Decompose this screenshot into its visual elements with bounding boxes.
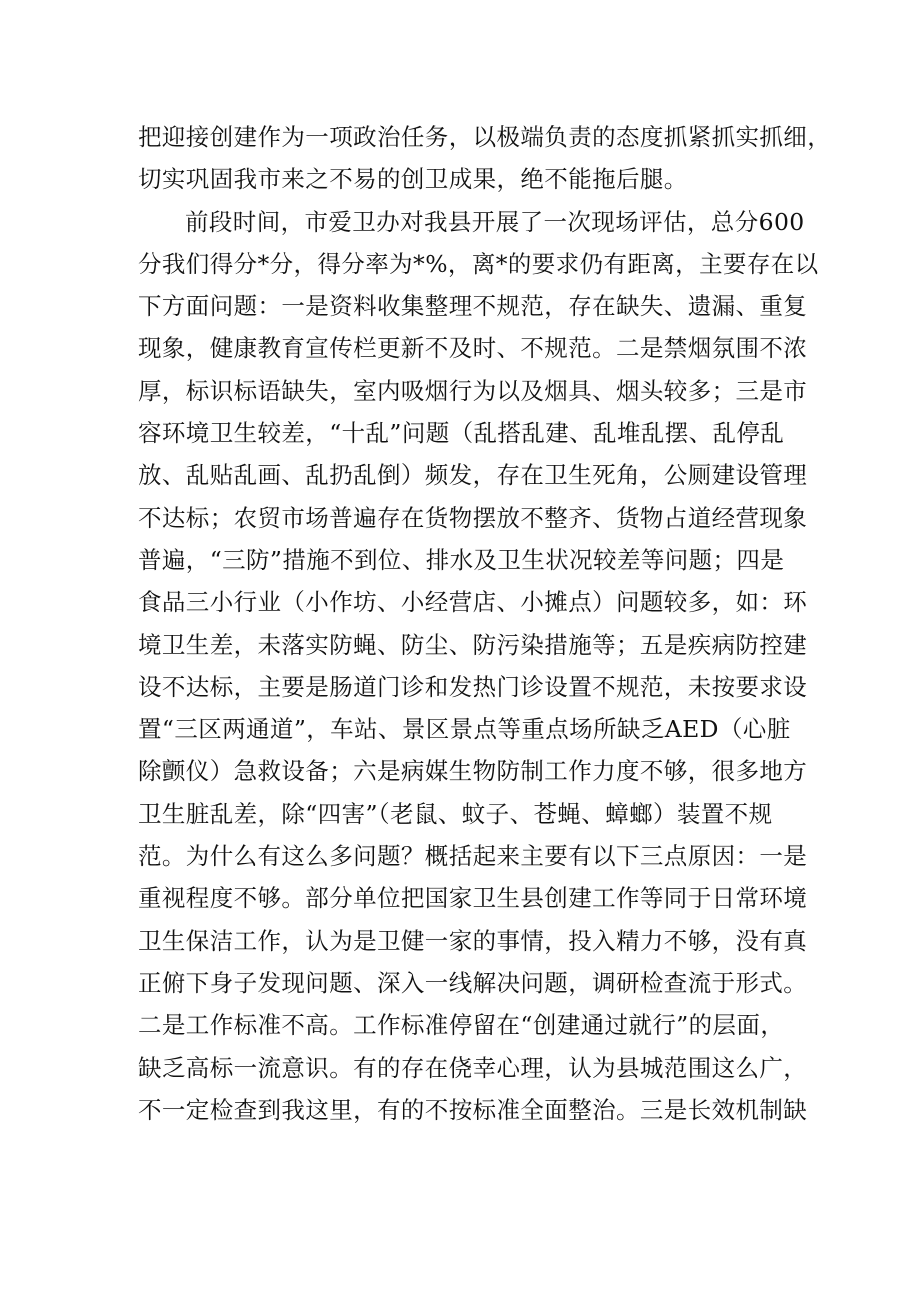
text-line: 容环境卫生较差，“十乱”问题（乱搭乱建、乱堆乱摆、乱停乱 bbox=[138, 419, 785, 448]
text-line: 二是工作标准不高。工作标准停留在“创建通过就行”的层面， bbox=[138, 1011, 785, 1040]
text-line: 卫生脏乱差，除“四害”（老鼠、蚊子、苍蝇、蟑螂）装置不规 bbox=[138, 799, 773, 828]
text-line: 正俯下身子发现问题、深入一线解决问题，调研检查流于形式。 bbox=[138, 968, 808, 997]
text-line: 置“三区两通道”，车站、景区景点等重点场所缺乏AED（心脏 bbox=[138, 715, 791, 744]
text-line: 把迎接创建作为一项政治任务，以极端负责的态度抓紧抓实抓细， bbox=[138, 123, 832, 151]
text-line: 缺乏高标一流意识。有的存在侥幸心理，认为县城范围这么广， bbox=[138, 1053, 808, 1082]
text-line: 除颤仪）急救设备；六是病媒生物防制工作力度不够，很多地方 bbox=[138, 757, 808, 786]
text-line: 食品三小行业（小作坊、小经营店、小摊点）问题较多，如：环 bbox=[138, 588, 808, 617]
text-line: 不一定检查到我这里，有的不按标准全面整治。三是长效机制缺 bbox=[138, 1095, 808, 1124]
text-line: 设不达标，主要是肠道门诊和发热门诊设置不规范，未按要求设 bbox=[138, 672, 808, 701]
body-text bbox=[138, 116, 832, 1131]
text-line: 现象，健康教育宣传栏更新不及时、不规范。二是禁烟氛围不浓 bbox=[138, 334, 808, 363]
text-line: 切实巩固我市来之不易的创卫成果，绝不能拖后腿。 bbox=[138, 165, 688, 194]
text-line: 重视程度不够。部分单位把国家卫生县创建工作等同于日常环境 bbox=[138, 884, 808, 913]
paragraph-first-line: 前段时间，市爱卫办对我县开展了一次现场评估，总分600 bbox=[185, 207, 805, 236]
text-line: 境卫生差，未落实防蝇、防尘、防污染措施等；五是疾病防控建 bbox=[138, 630, 808, 659]
text-line: 普遍，“三防”措施不到位、排水及卫生状况较差等问题；四是 bbox=[138, 545, 785, 574]
text-line: 厚，标识标语缺失，室内吸烟行为以及烟具、烟头较多；三是市 bbox=[138, 376, 808, 405]
text-line: 放、乱贴乱画、乱扔乱倒）频发，存在卫生死角，公厕建设管理 bbox=[138, 461, 808, 490]
text-line: 不达标；农贸市场普遍存在货物摆放不整齐、货物占道经营现象 bbox=[138, 503, 808, 532]
text-line: 范。为什么有这么多问题？概括起来主要有以下三点原因：一是 bbox=[138, 842, 808, 871]
text-line: 卫生保洁工作，认为是卫健一家的事情，投入精力不够，没有真 bbox=[138, 926, 808, 955]
text-line: 下方面问题：一是资料收集整理不规范，存在缺失、遗漏、重复 bbox=[138, 292, 808, 321]
text-line: 分我们得分*分，得分率为*%，离*的要求仍有距离，主要存在以 bbox=[138, 249, 819, 278]
